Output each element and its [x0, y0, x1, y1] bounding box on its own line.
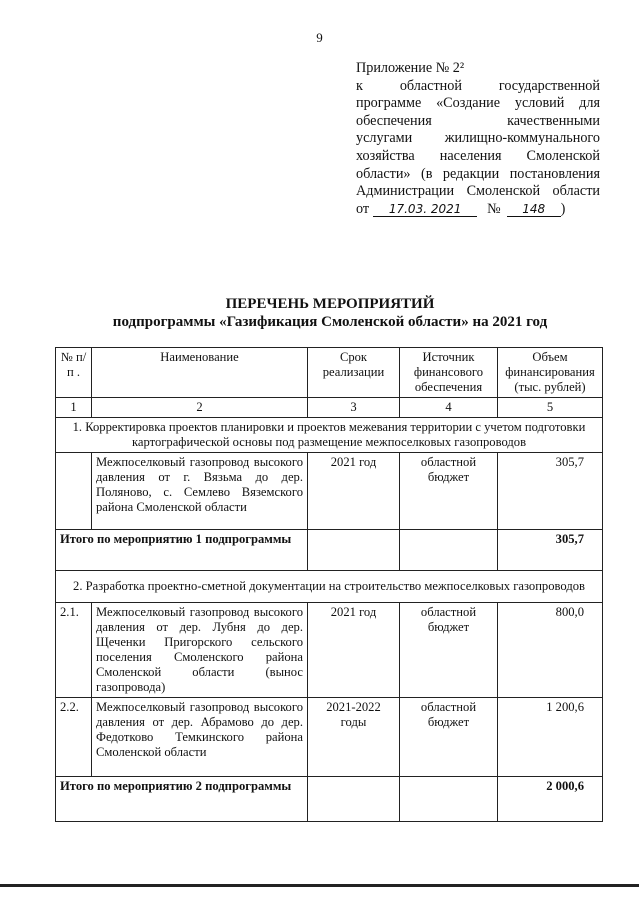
row-term: 2021 год — [308, 453, 400, 530]
section-title: 1. Корректировка проектов планировки и проектов межевания территории с учетом подготовки картографической основы под размещение межпоселковых газопроводов — [56, 418, 603, 453]
empty-cell — [308, 530, 400, 571]
empty-cell — [400, 530, 498, 571]
row-name: Межпоселковый газопровод высокого давления от г. Вязьма до дер. Поляново, с. Семлево Вяземского района Смоленской области — [92, 453, 308, 530]
section-row — [56, 418, 603, 453]
appendix-line: Администрации Смоленской области — [356, 183, 600, 200]
header-cell: Наименование — [92, 348, 308, 398]
empty-cell — [400, 777, 498, 822]
measures-table — [55, 347, 603, 822]
table-row — [56, 698, 603, 777]
table-header-row — [56, 348, 603, 398]
row-name: Межпоселковый газопровод высокого давления от дер. Лубня до дер. Щеченки Пригорского сельского поселения Смоленского района Смоленской области (вынос газопровода) — [92, 603, 308, 698]
appendix-line: программе «Создание условий для — [356, 95, 600, 112]
total-label: Итого по мероприятию 2 подпрограммы — [56, 777, 308, 822]
title-line-2: подпрограммы «Газификация Смоленской области» на 2021 год — [112, 314, 548, 330]
appendix-header — [356, 60, 600, 218]
total-row — [56, 530, 603, 571]
date-prefix: от — [356, 200, 370, 217]
scan-edge-line — [0, 884, 639, 887]
row-name: Межпоселковый газопровод высокого давления от дер. Абрамово до дер. Федотково Темкинского района Смоленской области — [92, 698, 308, 777]
row-term: 2021-2022 годы — [308, 698, 400, 777]
row-number: 2.1. — [56, 603, 92, 698]
column-number: 1 — [56, 398, 92, 418]
row-source: областной бюджет — [400, 453, 498, 530]
column-number-row — [56, 398, 603, 418]
total-row — [56, 777, 603, 822]
close-paren: ) — [560, 200, 566, 217]
column-number: 5 — [498, 398, 603, 418]
handwritten-number: 148 — [507, 202, 561, 217]
header-cell: Срок реализации — [308, 348, 400, 398]
appendix-line: Приложение № 2² — [356, 60, 465, 76]
appendix-date-line — [356, 201, 600, 219]
row-number — [56, 453, 92, 530]
header-cell: № п/п . — [56, 348, 92, 398]
document-title — [0, 295, 639, 331]
total-label: Итого по мероприятию 1 подпрограммы — [56, 530, 308, 571]
appendix-line: области» (в редакции постановления — [356, 165, 600, 182]
appendix-line: к областной государственной — [356, 77, 600, 94]
row-number: 2.2. — [56, 698, 92, 777]
header-cell: Объем финансирования (тыс. рублей) — [498, 348, 603, 398]
column-number: 2 — [92, 398, 308, 418]
appendix-line: хозяйства населения Смоленской — [356, 147, 600, 164]
number-prefix: № — [487, 200, 501, 217]
row-amount: 800,0 — [498, 603, 603, 698]
handwritten-date: 17.03. 2021 — [373, 202, 477, 217]
appendix-line: обеспечения качественными — [356, 112, 600, 129]
section-row — [56, 571, 603, 603]
total-amount: 305,7 — [498, 530, 603, 571]
row-amount: 305,7 — [498, 453, 603, 530]
row-term: 2021 год — [308, 603, 400, 698]
empty-cell — [308, 777, 400, 822]
table-row — [56, 603, 603, 698]
table-row — [56, 453, 603, 530]
section-title: 2. Разработка проектно-сметной документации на строительство межпоселковых газопроводов — [56, 571, 603, 603]
row-source: областной бюджет — [400, 603, 498, 698]
page-number: 9 — [316, 30, 323, 45]
header-cell: Источник финансового обеспечения — [400, 348, 498, 398]
column-number: 3 — [308, 398, 400, 418]
row-source: областной бюджет — [400, 698, 498, 777]
total-amount: 2 000,6 — [498, 777, 603, 822]
title-line-1: ПЕРЕЧЕНЬ МЕРОПРИЯТИЙ — [225, 296, 435, 312]
appendix-line: услугами жилищно-коммунального — [356, 130, 600, 147]
row-amount: 1 200,6 — [498, 698, 603, 777]
column-number: 4 — [400, 398, 498, 418]
